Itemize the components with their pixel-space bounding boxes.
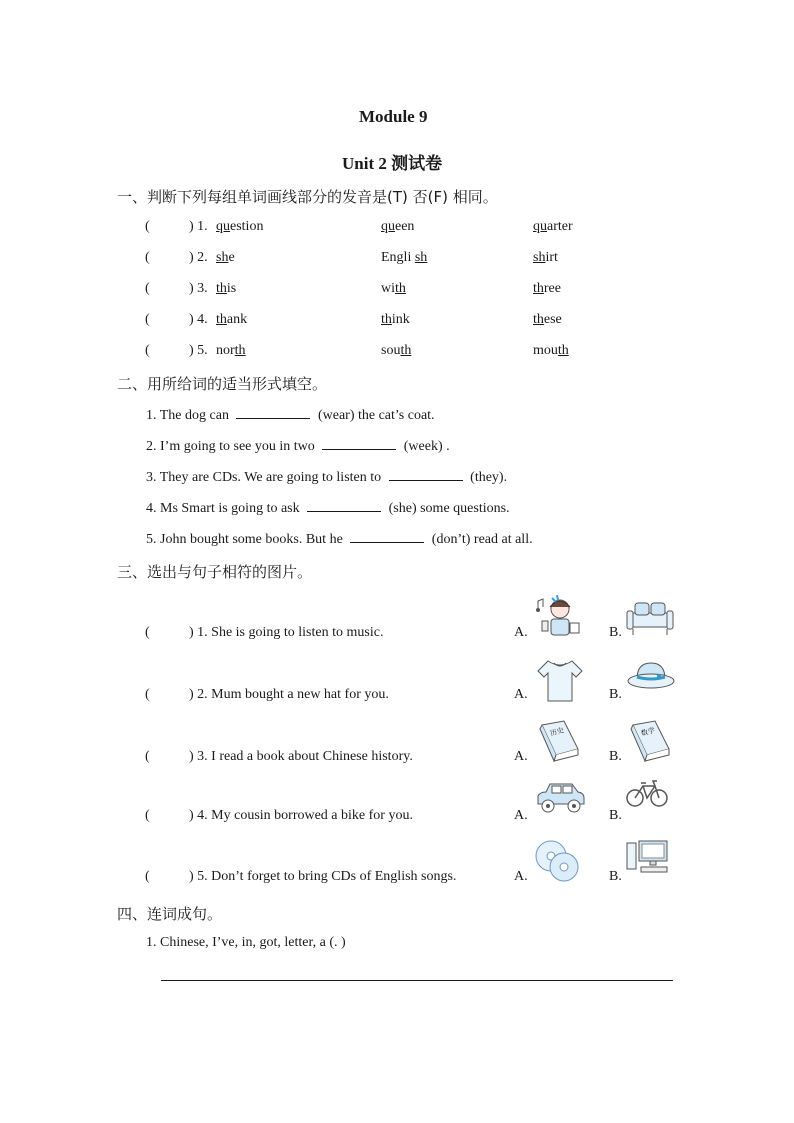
underlined-letters: th [400,343,412,358]
answer-bracket[interactable]: ( [145,808,150,823]
section-2-heading: 二、用所给词的适当形式填空。 [117,375,328,393]
word-part: mou [533,343,558,358]
sentence-start: 1. The dog can [146,408,233,423]
answer-bracket[interactable]: ( [145,749,150,764]
tshirt-icon[interactable] [534,657,586,710]
sofa-icon[interactable] [625,595,675,644]
word [381,281,406,297]
history-book-icon[interactable] [534,719,582,770]
answer-bracket[interactable]: ( [145,625,150,640]
computer-icon[interactable] [625,839,671,880]
answer-bracket[interactable]: ( [145,219,150,234]
option-a-label[interactable]: A. [514,687,528,702]
fill-blank-item [146,530,533,548]
answer-bracket[interactable]: ( [145,869,150,884]
word [381,312,410,328]
underlined-letters: th [381,312,392,327]
underlined-letters: th [234,343,246,358]
sentence-end: (she) some questions. [385,501,510,516]
book-title: 数学 [640,726,656,738]
word [533,250,558,266]
word [533,343,569,359]
answer-bracket[interactable]: ( [145,343,150,358]
word [381,250,427,266]
word-part: e [228,250,235,265]
fill-blank-item [146,437,450,455]
underlined-letters: th [557,343,569,358]
word-part: een [395,219,415,234]
answer-bracket[interactable]: ( [145,250,150,265]
word-part: ank [226,312,248,327]
picture-question-text: ) 1. She is going to listen to music. [189,625,384,640]
bike-icon[interactable] [625,778,669,813]
fill-blank-item [146,499,510,517]
word-part: ese [543,312,562,327]
word [381,343,411,359]
underlined-letters: sh [414,250,428,265]
word-part: ink [391,312,410,327]
option-b-label[interactable]: B. [609,687,622,702]
picture-question-text: ) 2. Mum bought a new hat for you. [189,687,389,702]
unit-title: Unit 2 测试卷 [342,154,443,173]
word [216,219,263,235]
word [216,250,235,266]
answer-blank[interactable] [236,406,310,419]
sentence-start: 3. They are CDs. We are going to listen to [146,470,385,485]
word-part: ree [543,281,561,296]
underlined-letters: th [533,281,544,296]
sentence-start: 2. I’m going to see you in two [146,439,319,454]
question-number: ) 1. [189,219,208,234]
word-part: nor [216,343,235,358]
option-b-label[interactable]: B. [609,749,622,764]
sentence-end: (don’t) read at all. [428,532,533,547]
word [216,281,236,297]
word-part: estion [230,219,264,234]
word-part: Engli [381,250,415,265]
word [381,219,414,235]
cd-icon[interactable] [534,839,580,888]
underlined-letters: th [216,281,227,296]
picture-question-text: ) 5. Don’t forget to bring CDs of English songs. [189,869,457,884]
question-number: ) 5. [189,343,208,358]
word-part: irt [545,250,558,265]
option-b-label[interactable]: B. [609,625,622,640]
option-a-label[interactable]: A. [514,869,528,884]
sentence-end: (they). [466,470,508,485]
question-number: ) 3. [189,281,208,296]
word-part: arter [547,219,573,234]
answer-blank[interactable] [307,499,381,512]
answer-bracket[interactable]: ( [145,687,150,702]
module-title: Module 9 [359,107,428,126]
answer-blank[interactable] [350,530,424,543]
word [216,312,247,328]
answer-bracket[interactable]: ( [145,281,150,296]
sentence-start: 4. Ms Smart is going to ask [146,501,304,516]
question-number: ) 4. [189,312,208,327]
option-b-label[interactable]: B. [609,869,622,884]
sentence-end: (wear) the cat’s coat. [314,408,435,423]
section-3-heading: 三、选出与句子相符的图片。 [117,563,313,581]
fill-blank-item [146,406,435,424]
underlined-letters: qu [216,219,230,234]
underlined-letters: sh [216,250,229,265]
answer-bracket[interactable]: ( [145,312,150,327]
picture-question-text: ) 4. My cousin borrowed a bike for you. [189,808,413,823]
word [216,343,246,359]
word [533,281,561,297]
underlined-letters: qu [533,219,547,234]
underlined-letters: sh [533,250,546,265]
sentence-end: (week) . [400,439,450,454]
sentence-start: 5. John bought some books. But he [146,532,347,547]
answer-line[interactable] [161,980,673,981]
fill-blank-item [146,468,507,486]
underlined-letters: th [216,312,227,327]
option-a-label[interactable]: A. [514,808,528,823]
hat-icon[interactable] [625,657,675,698]
picture-question-text: ) 3. I read a book about Chinese history. [189,749,413,764]
underlined-letters: th [395,281,406,296]
answer-blank[interactable] [389,468,463,481]
underlined-letters: th [533,312,544,327]
girl-listening-music-icon[interactable] [534,595,584,644]
question-number: ) 2. [189,250,208,265]
word-part: wi [381,281,395,296]
word [533,219,573,235]
math-book-icon[interactable] [625,719,673,770]
section-1-heading: 一、判断下列每组单词画线部分的发音是(T) 否(F) 相同。 [117,188,498,206]
option-b-label[interactable]: B. [609,808,622,823]
word-part: sou [381,343,401,358]
underlined-letters: qu [381,219,395,234]
car-icon[interactable] [534,778,588,823]
word-part: is [226,281,237,296]
option-a-label[interactable]: A. [514,625,528,640]
option-a-label[interactable]: A. [514,749,528,764]
section-4-heading: 四、连词成句。 [117,905,223,923]
answer-blank[interactable] [322,437,396,450]
book-title: 历史 [549,726,565,738]
word [533,312,562,328]
s4-question-1: 1. Chinese, I’ve, in, got, letter, a (. ) [146,935,346,950]
